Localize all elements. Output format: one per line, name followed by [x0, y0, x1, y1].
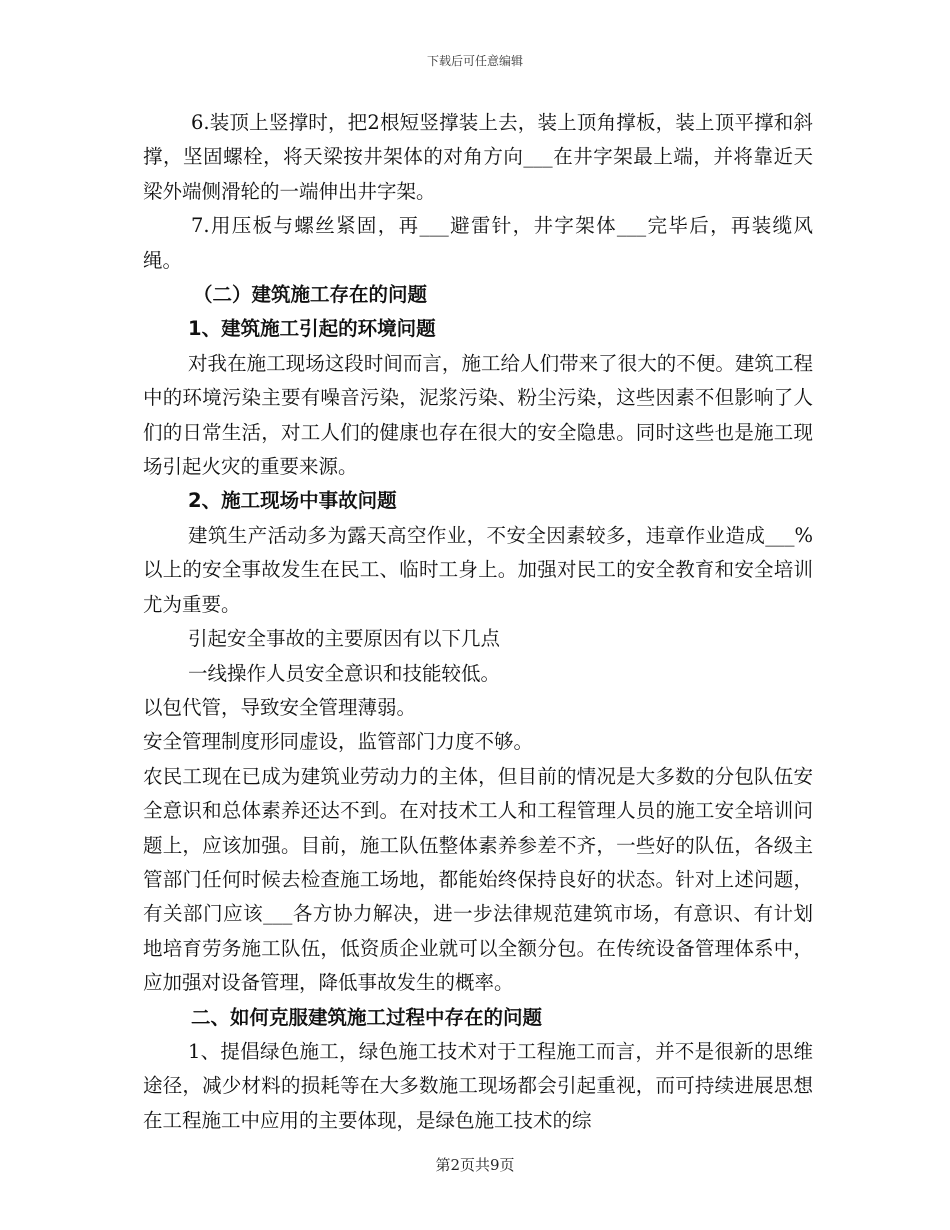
subheading-environment-problems: 1、建筑施工引起的环境问题: [188, 317, 436, 341]
document-body: [143, 106, 813, 1138]
paragraph-cause-1: 一线操作人员安全意识和技能较低。: [188, 661, 501, 685]
paragraph-environment: 对我在施工现场这段时间而言，施工给人们带来了很大的不便。建筑工程中的环境污染主要有噪音污染，泥浆污染、粉尘污染，这些因素不但影响了人们的日常生活，对工人们的健康也存在很大的安全隐患。同时这些也是施工现场引起火灾的重要来源。: [143, 351, 813, 479]
subheading-accident-problems: 2、施工现场中事故问题: [188, 489, 397, 513]
section-heading-overcoming-problems: 二、如何克服建筑施工过程中存在的问题: [191, 1005, 543, 1029]
paragraph-migrant-workers: 农民工现在已成为建筑业劳动力的主体，但目前的情况是大多数的分包队伍安全意识和总体素养还达不到。在对技术工人和工程管理人员的施工安全培训问题上，应该加强。目前，施工队伍整体素养参差不齐，一些好的队伍，各级主管部门任何时候去检查施工场地，都能始终保持良好的状态。针对上述问题，有关部门应该___各方协力解决，进一步法律规范建筑市场，有意识、有计划地培育劳务施工队伍，低资质企业就可以全额分包。在传统设备管理体系中，应加强对设备管理，降低事故发生的概率。: [143, 764, 813, 995]
section-heading-construction-problems: （二）建筑施工存在的问题: [193, 283, 428, 307]
paragraph-cause-3: 安全管理制度形同虚设，监管部门力度不够。: [143, 730, 534, 754]
paragraph-accident-causes-intro: 引起安全事故的主要原因有以下几点: [188, 627, 501, 651]
page-header: 下载后可任意编辑: [426, 54, 523, 68]
paragraph-cause-2: 以包代管，导致安全管理薄弱。: [143, 695, 417, 719]
paragraph-accidents: 建筑生产活动多为露天高空作业，不安全因素较多，违章作业造成___%以上的安全事故发生在民工、临时工身上。加强对民工的安全教育和安全培训尤为重要。: [143, 523, 813, 616]
paragraph-step-7: 7.用压板与螺丝紧固，再___避雷针，井字架体___完毕后，再装缆风绳。: [143, 214, 813, 272]
paragraph-green-construction: 1、提倡绿色施工，绿色施工技术对于工程施工而言，并不是很新的思维途径，减少材料的损耗等在大多数施工现场都会引起重视，而可持续进展思想在工程施工中应用的主要体现，是绿色施工技术的综: [143, 1039, 813, 1132]
page-footer: 第2页共9页: [435, 1156, 515, 1174]
paragraph-step-6: 6.装顶上竖撑时，把2根短竖撑装上去，装上顶角撑板，装上顶平撑和斜撑，坚固螺栓，将天梁按井架体的对角方向___在井字架最上端，并将靠近天梁外端侧滑轮的一端伸出井字架。: [143, 111, 813, 203]
